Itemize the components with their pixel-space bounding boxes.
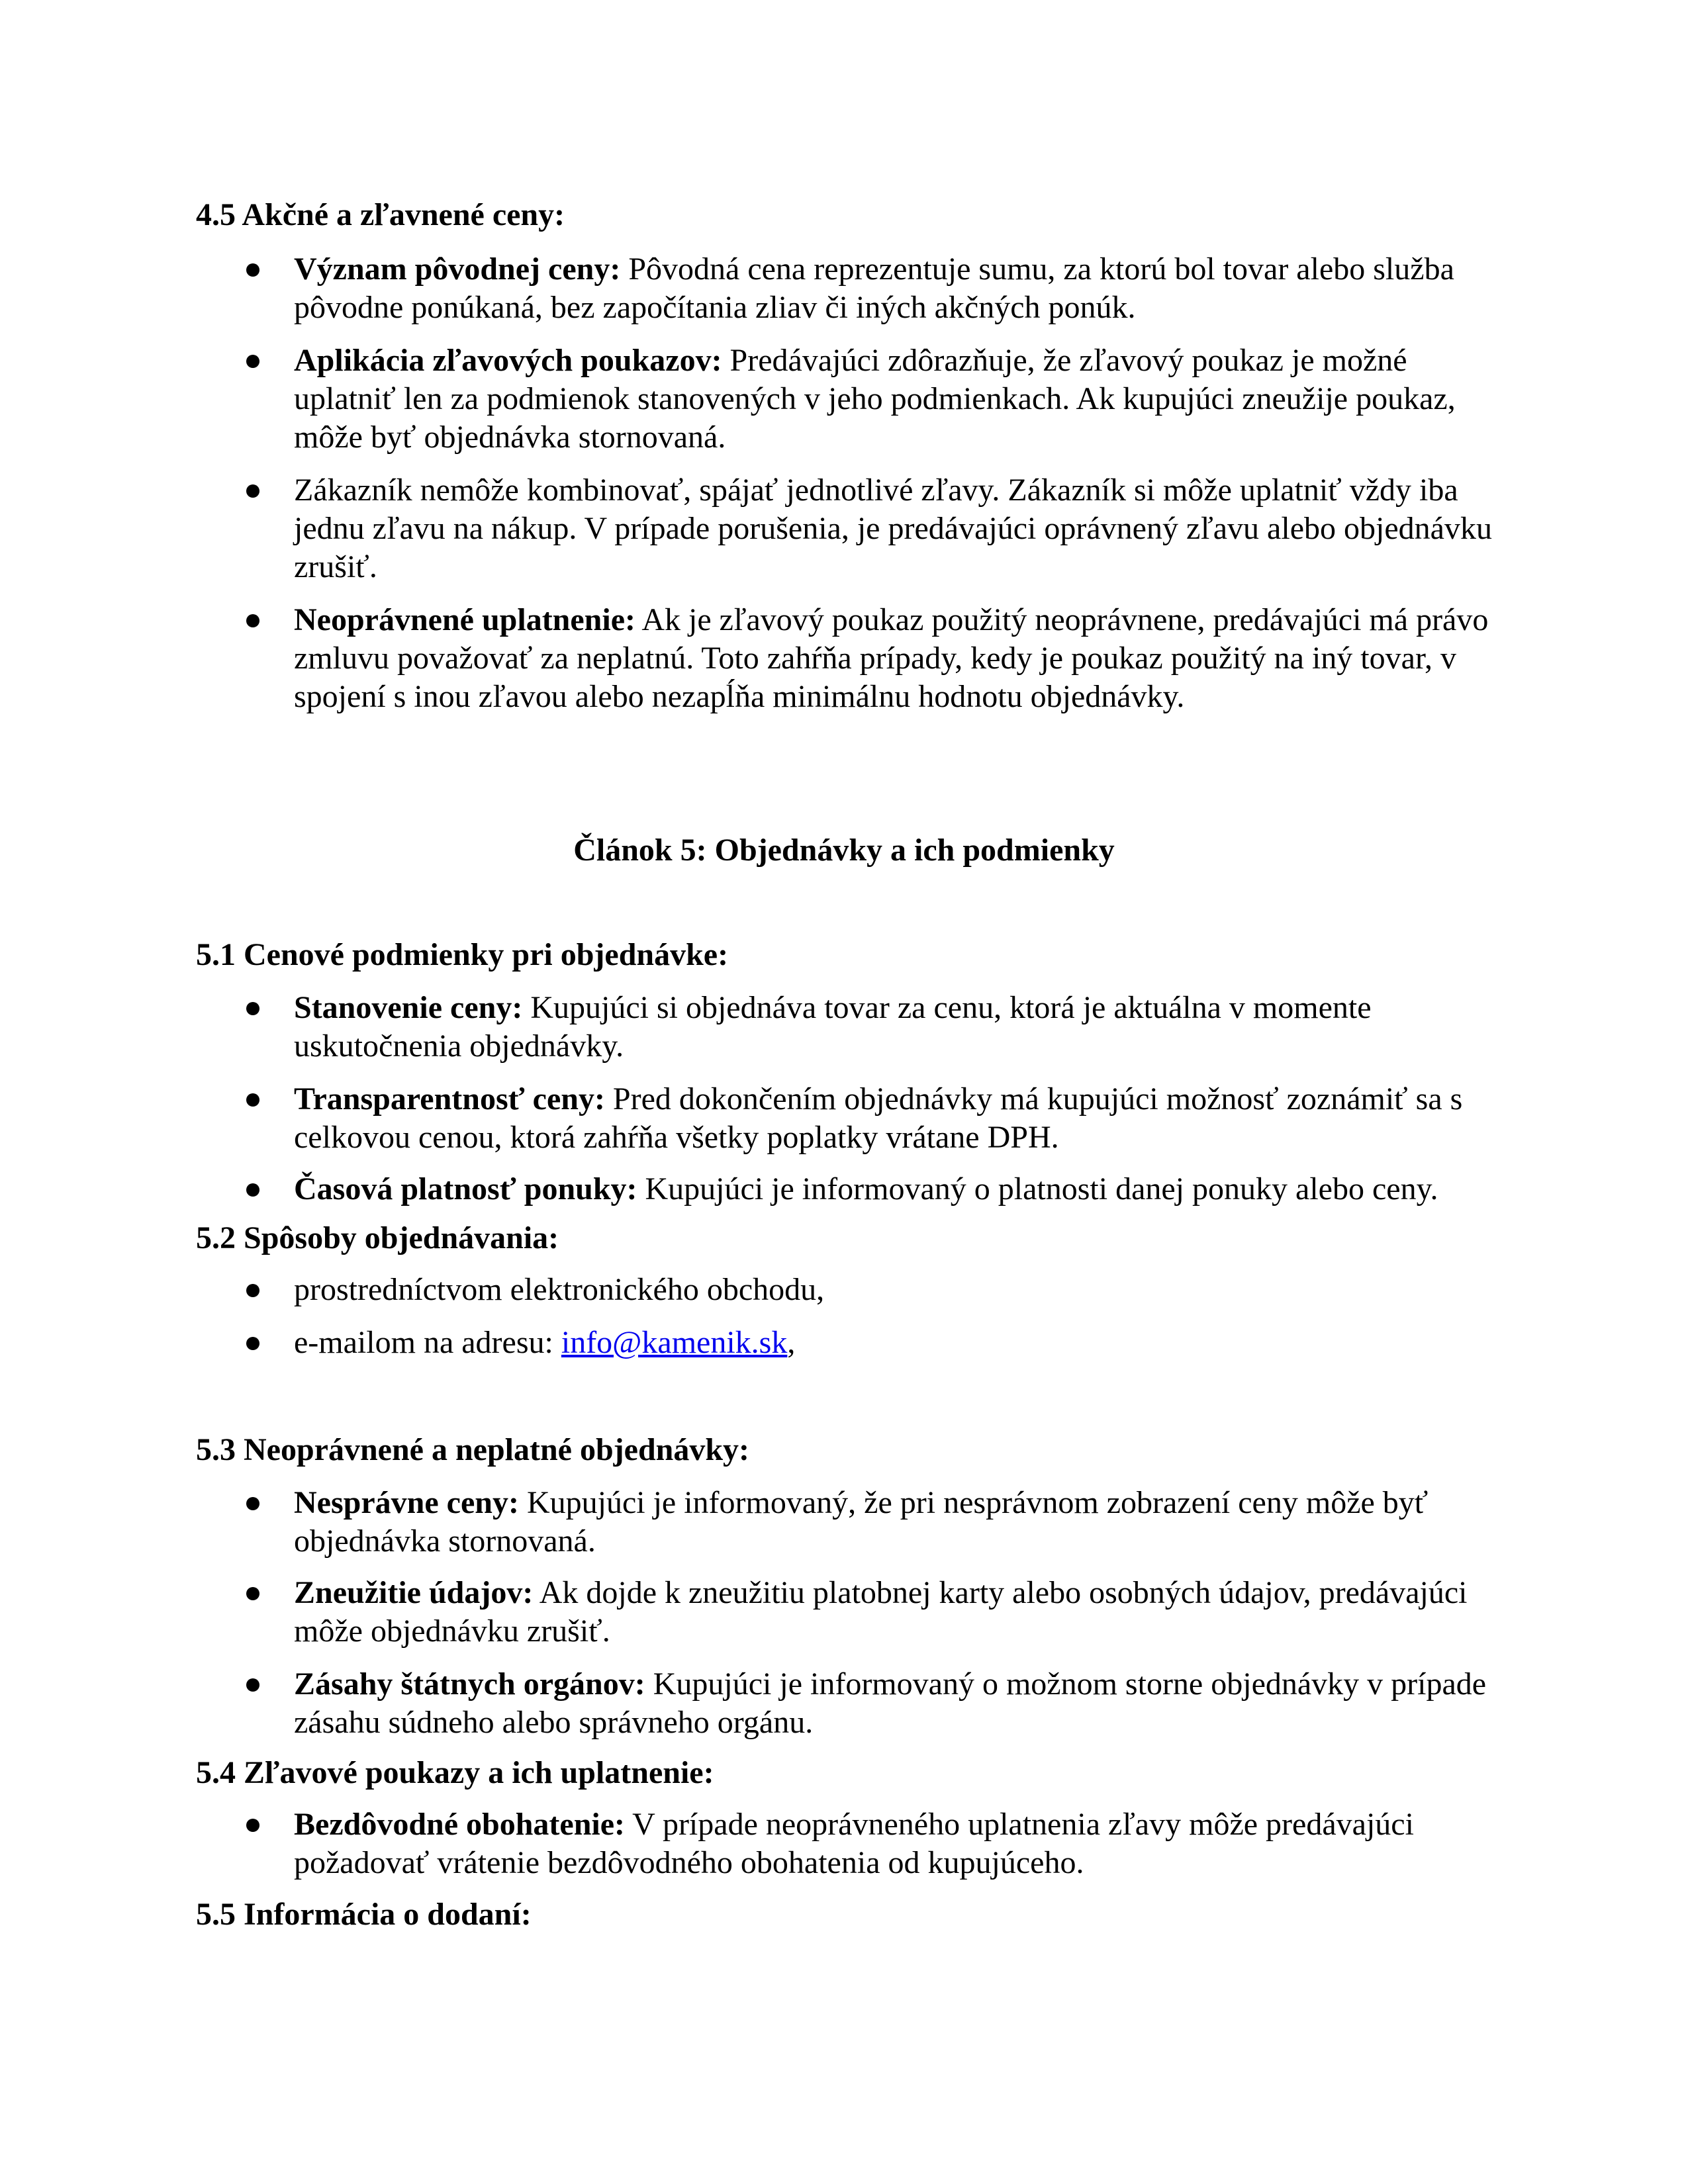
item-text: V prípade neoprávneného uplatnenia zľavy môže predávajúci požadovať vrátenie bezdôvodného obohatenia od kupujúceho. <box>294 1807 1414 1880</box>
item-text: prostredníctvom elektronického obchodu, <box>294 1272 825 1307</box>
item-label: Neoprávnené uplatnenie: <box>294 602 635 637</box>
item-text: Pred dokončením objednávky má kupujúci možnosť zoznámiť sa s celkovou cenou, ktorá zahŕňa všetky poplatky vrátane DPH. <box>294 1081 1463 1155</box>
bullet <box>246 263 259 277</box>
list-item <box>294 1271 1505 1309</box>
bullet <box>246 1587 259 1600</box>
item-label: Bezdôvodné obohatenie: <box>294 1807 626 1842</box>
item-text: Kupujúci je informovaný, že pri nesprávnom zobrazení ceny môže byť objednávka stornovaná. <box>294 1485 1429 1559</box>
section-heading-5-3: 5.3 Neoprávnené a neplatné objednávky: <box>196 1432 750 1467</box>
item-suffix: , <box>787 1325 796 1360</box>
bullet <box>246 614 259 627</box>
list-item <box>294 601 1505 716</box>
bullet <box>246 1337 259 1350</box>
bullet <box>246 355 259 368</box>
item-text: Zákazník nemôže kombinovať, spájať jednotlivé zľavy. Zákazník si môže uplatniť vždy iba jednu zľavu na nákup. V prípade porušenia, je predávajúci oprávnený zľavu alebo objednávku zrušiť. <box>294 473 1492 584</box>
section-heading-5-2: 5.2 Spôsoby objednávania: <box>196 1220 559 1255</box>
list-item <box>294 989 1505 1066</box>
bullet <box>246 1678 259 1692</box>
bullet <box>246 1093 259 1107</box>
item-text: Kupujúci je informovaný o možnom storne objednávky v prípade zásahu súdneho alebo správneho orgánu. <box>294 1666 1487 1740</box>
item-label: Zásahy štátnych orgánov: <box>294 1666 645 1702</box>
bullet <box>246 1183 259 1197</box>
item-label: Transparentnosť ceny: <box>294 1081 605 1116</box>
list-item <box>294 1665 1505 1742</box>
list-item <box>294 250 1505 327</box>
list-item <box>294 1484 1505 1561</box>
section-heading-5-1: 5.1 Cenové podmienky pri objednávke: <box>196 937 729 972</box>
list-item <box>294 1805 1505 1882</box>
section-heading-5-4: 5.4 Zľavové poukazy a ich uplatnenie: <box>196 1755 714 1790</box>
section-heading-4-5: 4.5 Akčné a zľavnené ceny: <box>196 197 565 232</box>
item-label: Aplikácia zľavových poukazov: <box>294 343 722 378</box>
item-text: Kupujúci si objednáva tovar za cenu, ktorá je aktuálna v momente uskutočnenia objednávky. <box>294 990 1372 1064</box>
item-label: Nesprávne ceny: <box>294 1485 519 1520</box>
item-label: Stanovenie ceny: <box>294 990 523 1025</box>
bullet <box>246 1002 259 1015</box>
item-text: Ak je zľavový poukaz použitý neoprávnene, predávajúci má právo zmluvu považovať za neplatnú. Toto zahŕňa prípady, kedy je poukaz použitý na iný tovar, v spojení s inou zľavou alebo nezapĺňa minimálnu hodnotu objednávky. <box>294 602 1489 714</box>
list-item <box>294 1574 1505 1651</box>
list-item <box>294 1324 1505 1362</box>
list-item <box>294 1170 1505 1208</box>
section-heading-5-5: 5.5 Informácia o dodaní: <box>196 1897 532 1932</box>
item-label: Význam pôvodnej ceny: <box>294 251 621 287</box>
list-item <box>294 1080 1505 1157</box>
list-item <box>294 341 1505 457</box>
item-label: Časová platnosť ponuky: <box>294 1171 637 1206</box>
bullet <box>246 1497 259 1510</box>
item-text: Kupujúci je informovaný o platnosti danej ponuky alebo ceny. <box>637 1171 1438 1206</box>
item-text: Ak dojde k zneužitiu platobnej karty alebo osobných údajov, predávajúci môže objednávku zrušiť. <box>294 1575 1468 1649</box>
bullet <box>246 1819 259 1832</box>
item-text: Predávajúci zdôrazňuje, že zľavový poukaz je možné uplatniť len za podmienok stanovených v jeho podmienkach. Ak kupujúci zneužije poukaz, môže byť objednávka stornovaná. <box>294 343 1456 455</box>
article-title: Článok 5: Objednávky a ich podmienky <box>573 833 1115 868</box>
item-text: e-mailom na adresu: <box>294 1325 561 1360</box>
bullet <box>246 484 259 498</box>
item-text: Pôvodná cena reprezentuje sumu, za ktorú bol tovar alebo služba pôvodne ponúkaná, bez započítania zliav či iných akčných ponúk. <box>294 251 1454 325</box>
item-label: Zneužitie údajov: <box>294 1575 534 1610</box>
list-item <box>294 471 1505 586</box>
email-link[interactable]: info@kamenik.sk <box>561 1325 788 1360</box>
bullet <box>246 1284 259 1297</box>
